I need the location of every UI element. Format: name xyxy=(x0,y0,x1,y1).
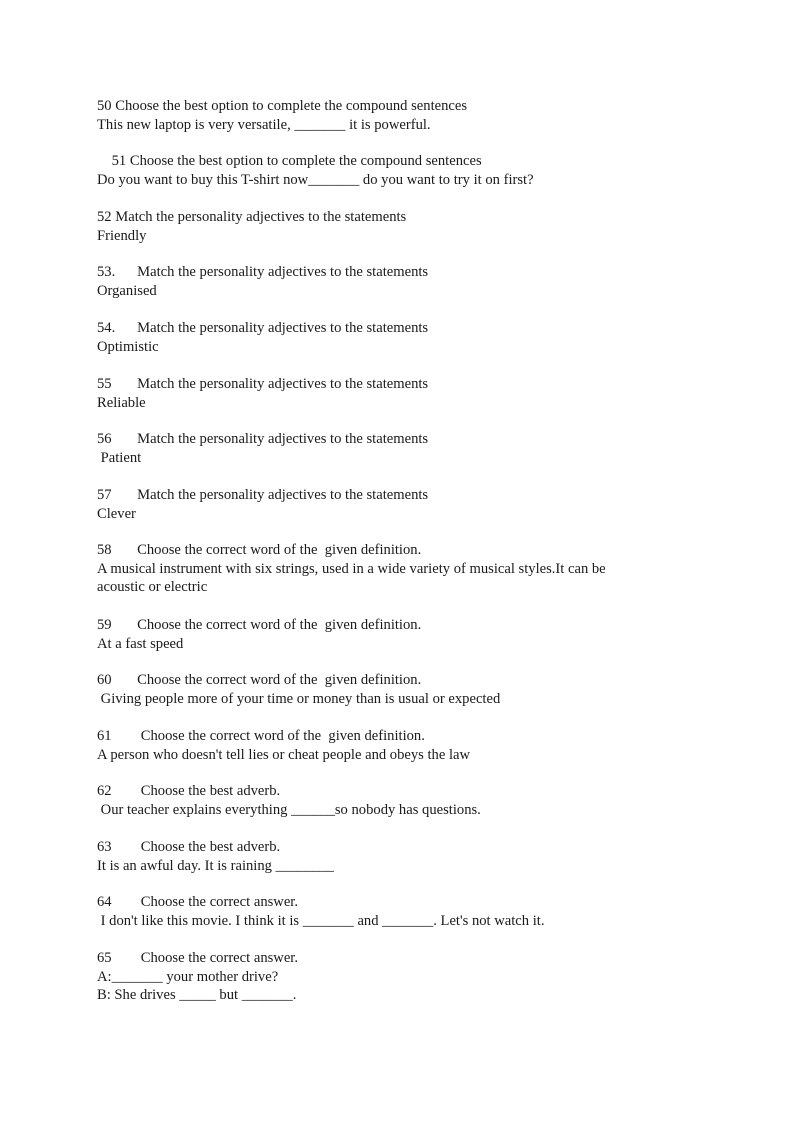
question-text: Clever xyxy=(97,505,136,522)
question-56 xyxy=(97,430,737,467)
question-text: This new laptop is very versatile, _______ it is powerful. xyxy=(97,116,431,133)
question-text: Organised xyxy=(97,282,157,299)
question-heading: 56 Match the personality adjectives to the statements xyxy=(97,431,429,447)
question-heading: 61 Choose the correct word of the given definition. xyxy=(97,728,425,744)
question-text: Optimistic xyxy=(97,338,159,355)
question-59 xyxy=(97,616,737,653)
question-51 xyxy=(97,152,737,189)
question-text: A person who doesn't tell lies or cheat people and obeys the law xyxy=(97,746,471,763)
question-63 xyxy=(97,838,737,875)
question-text: It is an awful day. It is raining ________ xyxy=(97,857,334,874)
question-text: B: She drives _____ but _______. xyxy=(97,987,297,1004)
question-heading: 63 Choose the best adverb. xyxy=(97,839,281,855)
question-heading: 54. Match the personality adjectives to the statements xyxy=(97,320,429,336)
question-text: A musical instrument with six strings, used in a wide variety of musical styles.It can be xyxy=(97,560,606,577)
question-50 xyxy=(97,97,737,134)
question-57 xyxy=(97,486,737,523)
question-65 xyxy=(97,949,737,1005)
question-60 xyxy=(97,671,737,708)
question-heading: 60 Choose the correct word of the given definition. xyxy=(97,672,422,688)
question-55 xyxy=(97,375,737,412)
question-text: Friendly xyxy=(97,227,147,244)
question-heading: 57 Match the personality adjectives to the statements xyxy=(97,487,429,503)
question-62 xyxy=(97,782,737,819)
question-heading: 58 Choose the correct word of the given definition. xyxy=(97,542,422,558)
question-heading: 52 Match the personality adjectives to the statements xyxy=(97,209,407,225)
question-54 xyxy=(97,319,737,356)
question-heading: 50 Choose the best option to complete the compound sentences xyxy=(97,98,468,114)
question-61 xyxy=(97,727,737,764)
question-text: At a fast speed xyxy=(97,635,184,652)
question-text: Do you want to buy this T-shirt now_______ do you want to try it on first? xyxy=(97,171,534,188)
question-text: Our teacher explains everything ______so nobody has questions. xyxy=(97,801,481,818)
question-52 xyxy=(97,208,737,245)
question-heading: 53. Match the personality adjectives to the statements xyxy=(97,264,429,280)
question-heading: 62 Choose the best adverb. xyxy=(97,783,281,799)
question-53 xyxy=(97,263,737,300)
question-heading: 55 Match the personality adjectives to the statements xyxy=(97,376,429,392)
question-text: Giving people more of your time or money than is usual or expected xyxy=(97,690,501,707)
question-heading: 51 Choose the best option to complete the compound sentences xyxy=(97,153,482,169)
question-heading: 64 Choose the correct answer. xyxy=(97,894,299,910)
question-text: I don't like this movie. I think it is _______ and _______. Let's not watch it. xyxy=(97,912,545,929)
question-text: Patient xyxy=(97,449,142,466)
question-text: Reliable xyxy=(97,394,146,411)
question-heading: 65 Choose the correct answer. xyxy=(97,950,299,966)
question-heading: 59 Choose the correct word of the given definition. xyxy=(97,617,422,633)
question-text: acoustic or electric xyxy=(97,579,208,596)
question-58 xyxy=(97,541,737,597)
question-text: A:_______ your mother drive? xyxy=(97,968,279,985)
question-64 xyxy=(97,893,737,930)
